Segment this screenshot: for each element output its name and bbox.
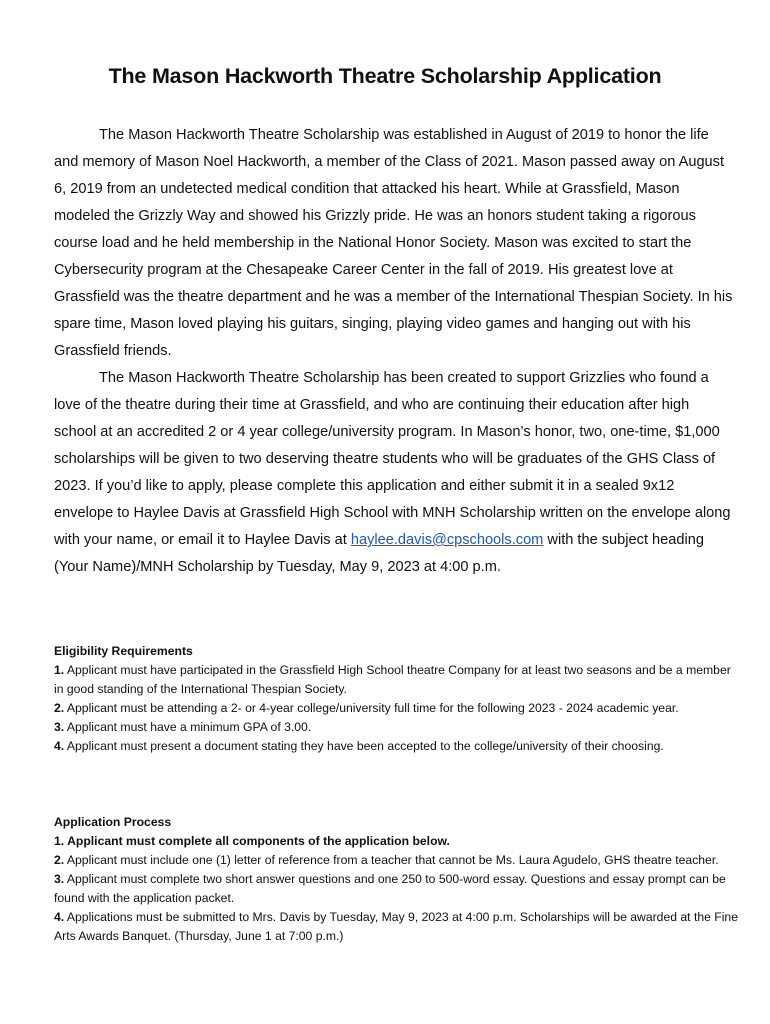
item-number: 1.: [54, 663, 65, 677]
item-number: 3.: [54, 720, 65, 734]
intro-paragraph-1: The Mason Hackworth Theatre Scholarship was established in August of 2019 to honor the life and memory of Mason Noel Hackworth, a member of the Class of 2021. Mason passed away on August 6, 2019 from an undetected medical condition that attacked his heart. While at Grassfield, Mason modeled the Grizzly Way and showed his Grizzly pride. He was an honors student taking a rigorous course load and he held membership in the National Honor Society. Mason was excited to start the Cybersecurity program at the Chesapeake Career Center in the fall of 2019. His greatest love at Grassfield was the theatre department and he was a member of the International Thespian Society. In his spare time, Mason loved playing his guitars, singing, playing video games and hanging out with his Grassfield friends.: [54, 127, 733, 359]
item-number: 4.: [54, 910, 65, 924]
item-number: 1.: [54, 834, 65, 848]
item-number: 2.: [54, 701, 65, 715]
list-item: [54, 699, 738, 718]
process-heading: Application Process: [54, 815, 172, 829]
item-text: Applicant must have participated in the Grassfield High School theatre Company for at least two seasons and be a member in good standing of the International Thespian Society.: [54, 663, 731, 696]
eligibility-section: [54, 642, 738, 756]
application-process-section: [54, 813, 738, 946]
list-item: [54, 908, 738, 946]
item-text: Applicant must have a minimum GPA of 3.00.: [66, 720, 312, 734]
item-text: Applicant must complete all components of the application below.: [67, 834, 450, 848]
intro-paragraph-2-tail: with the subject heading (Your Name)/MNH Scholarship by Tuesday, May 9, 2023 at 4:00 p.m.: [54, 532, 704, 575]
eligibility-heading: Eligibility Requirements: [54, 644, 193, 658]
item-number: 4.: [54, 739, 65, 753]
list-item: [54, 851, 738, 870]
intro-paragraph-2-text: The Mason Hackworth Theatre Scholarship has been created to support Grizzlies who found a love of the theatre during their time at Grassfield, and who are continuing their education after high school at an accredited 2 or 4 year college/university program. In Mason’s honor, two, one-time, $1,000 scholarships will be given to two deserving theatre students who will be graduates of the GHS Class of 2023. If you’d like to apply, please complete this application and either submit it in a sealed 9x12 envelope to Haylee Davis at Grassfield High School with MNH Scholarship written on the envelope along with your name, or email it to Haylee Davis at: [54, 370, 731, 548]
intro-section: [54, 122, 734, 581]
item-number: 2.: [54, 853, 65, 867]
email-link[interactable]: haylee.davis@cpschools.com: [350, 532, 544, 548]
intro-paragraph-2: [54, 365, 734, 581]
list-item: [54, 737, 738, 756]
list-item: [54, 661, 738, 699]
item-text: Applicant must include one (1) letter of reference from a teacher that cannot be Ms. Laura Agudelo, GHS theatre teacher.: [66, 853, 719, 867]
item-text: Applicant must be attending a 2- or 4-year college/university full time for the following 2023 - 2024 academic year.: [66, 701, 679, 715]
item-number: 3.: [54, 872, 65, 886]
item-text: Applications must be submitted to Mrs. Davis by Tuesday, May 9, 2023 at 4:00 p.m. Scholarships will be awarded at the Fine Arts Awards Banquet. (Thursday, June 1 at 7:00 p.m.): [54, 910, 738, 943]
item-text: Applicant must present a document stating they have been accepted to the college/university of their choosing.: [66, 739, 664, 753]
list-item: [54, 718, 738, 737]
page-title: The Mason Hackworth Theatre Scholarship Application: [108, 64, 662, 88]
list-item: [54, 832, 738, 851]
list-item: [54, 870, 738, 908]
item-text: Applicant must complete two short answer questions and one 250 to 500-word essay. Questions and essay prompt can be found with the application packet.: [54, 872, 726, 905]
